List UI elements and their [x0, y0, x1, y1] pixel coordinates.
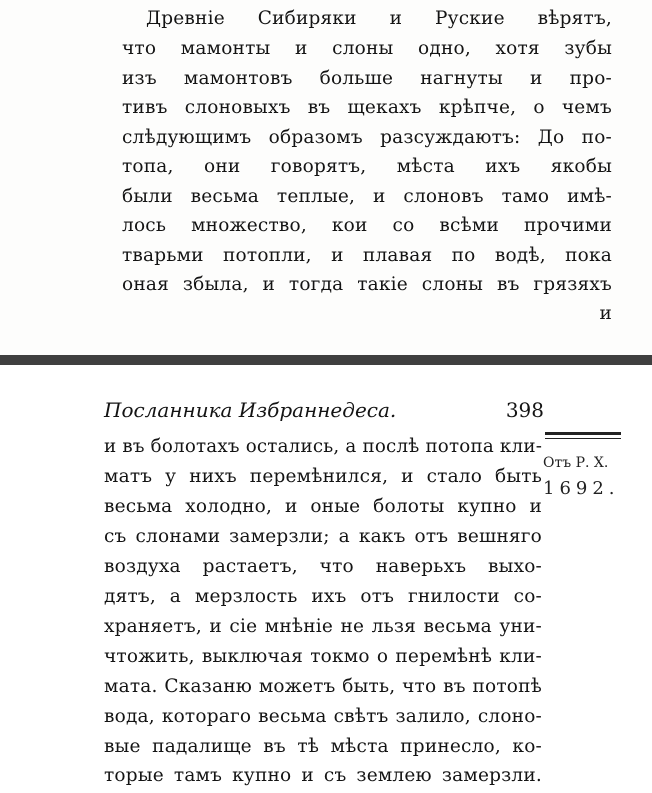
text-line: мата. Сказаню можетъ быть, что въ потопѣ — [104, 676, 542, 697]
margin-note-year: 1692. — [543, 478, 620, 499]
text-line: что мамонты и слоны одно, хотя зубы — [122, 38, 612, 59]
text-line: слѣдующимъ образомъ разсуждаютъ: До по- — [122, 127, 612, 148]
margin-note-era: Отъ Р. Х. — [543, 455, 609, 471]
text-line: были весьма теплые, и слоновъ тамо имѣ- — [122, 186, 612, 207]
text-line: изъ мамонтовъ больше нагнуты и про- — [122, 68, 612, 89]
text-line: вода, котораго весьма свѣтъ залило, слоно- — [104, 706, 542, 727]
text-line: вые падалище въ тѣ мѣста принесло, ко- — [104, 736, 542, 757]
margin-rule — [545, 432, 621, 435]
text-line: весьма холодно, и оные болоты купно и — [104, 496, 542, 517]
text-line: чтожить, выключая токмо о перемѣнѣ кли- — [104, 646, 542, 667]
page-number: 398 — [505, 398, 544, 422]
text-line: храняетъ, и сіе мнѣніе не льзя весьма уни- — [104, 616, 542, 637]
running-head-title: Посланника Избраннедеса. — [104, 398, 397, 422]
text-line: и въ болотахъ остались, а послѣ потопа кли- — [104, 436, 543, 457]
text-line: тварьми потопли, и плавая по водѣ, пока — [122, 245, 612, 266]
text-line: оная збыла, и тогда такіе слоны въ грязяхъ — [122, 274, 612, 295]
text-line: съ слонами замерзли; а какъ отъ вешняго — [104, 526, 542, 547]
page-divider — [0, 355, 652, 365]
catchword: и — [599, 303, 612, 324]
text-line: торые тамъ купно и съ землею замерзли. — [104, 765, 542, 786]
text-line: Древніе Сибиряки и Руские вѣрятъ, — [146, 8, 612, 29]
text-line: воздуха растаетъ, что наверьхъ выхо- — [104, 556, 542, 577]
text-line: топа, они говорятъ, мѣста ихъ якобы — [122, 156, 612, 177]
text-line: лось множество, кои со всѣми прочими — [122, 215, 612, 236]
lower-page — [0, 365, 652, 793]
text-line: матъ у нихъ перемѣнился, и стало быть — [104, 466, 542, 487]
margin-rule — [545, 438, 621, 439]
text-line: дятъ, а мерзлость ихъ отъ гнилости со- — [104, 586, 542, 607]
text-line: тивъ слоновыхъ въ щекахъ крѣпче, о чемъ — [122, 97, 612, 118]
